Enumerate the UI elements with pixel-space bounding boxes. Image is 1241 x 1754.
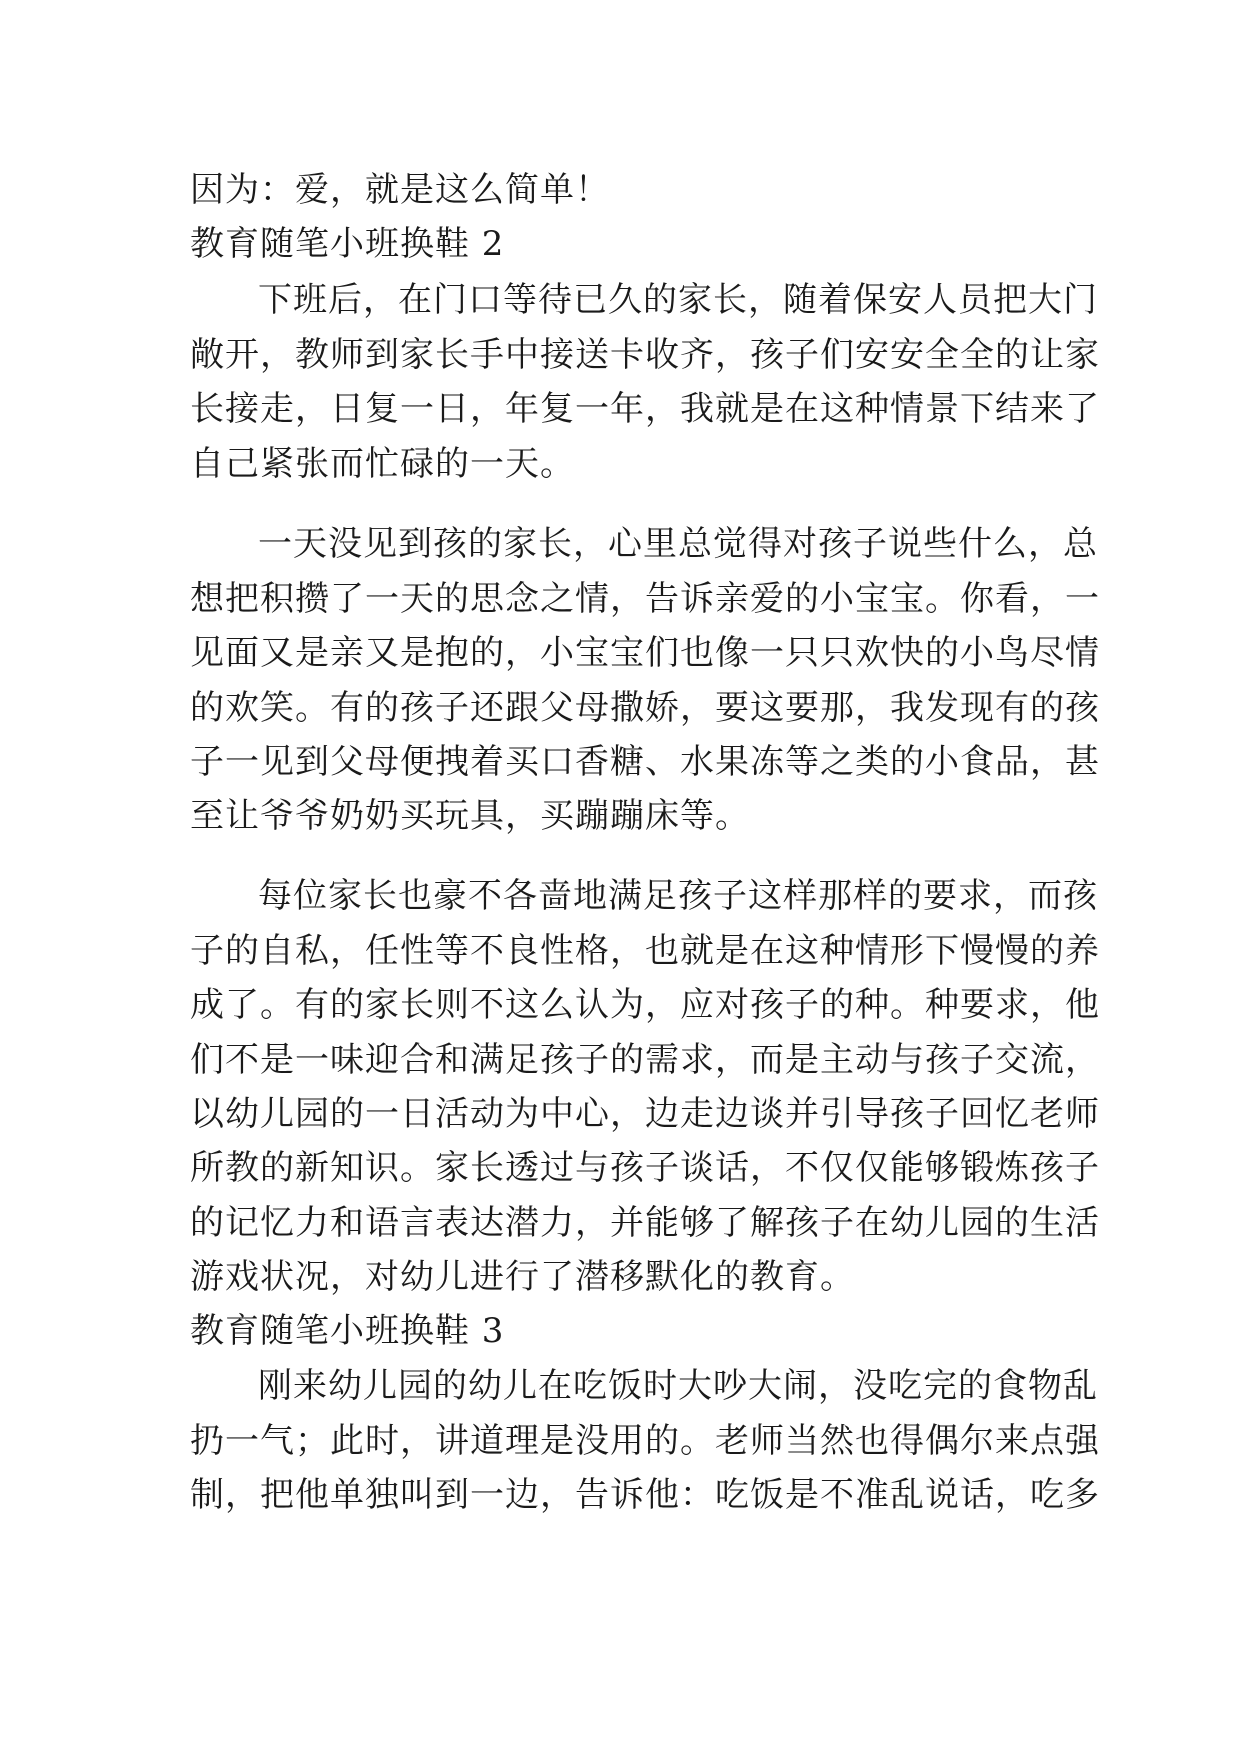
paragraph-line: 们不是一味迎合和满足孩子的需求，而是主动与孩子交流，: [190, 1040, 1100, 1080]
paragraph-line: 想把积攒了一天的思念之情，告诉亲爱的小宝宝。你看，一: [190, 579, 1100, 619]
paragraph-line: 至让爷爷奶奶买玩具，买蹦蹦床等。: [190, 796, 750, 836]
paragraph-line: 见面又是亲又是抱的，小宝宝们也像一只只欢快的小鸟尽情: [190, 633, 1100, 673]
paragraph-line: 制，把他单独叫到一边，告诉他：吃饭是不准乱说话，吃多: [190, 1475, 1100, 1515]
paragraph-line: 敞开，教师到家长手中接送卡收齐，孩子们安安全全的让家: [190, 335, 1100, 375]
paragraph-line: 长接走，日复一日，年复一年，我就是在这种情景下结来了: [190, 389, 1100, 429]
paragraph-line: 下班后，在门口等待已久的家长，随着保安人员把大门: [258, 280, 1098, 320]
section-heading-2: 教育随笔小班换鞋 2: [190, 224, 505, 264]
closing-line: 因为：爱，就是这么简单！: [190, 170, 610, 210]
paragraph-line: 以幼儿园的一日活动为中心，边走边谈并引导孩子回忆老师: [190, 1094, 1100, 1134]
paragraph-line: 的记忆力和语言表达潜力，并能够了解孩子在幼儿园的生活: [190, 1203, 1100, 1243]
section-heading-3: 教育随笔小班换鞋 3: [190, 1311, 505, 1351]
paragraph-line: 所教的新知识。家长透过与孩子谈话，不仅仅能够锻炼孩子: [190, 1148, 1100, 1188]
paragraph-line: 一天没见到孩的家长，心里总觉得对孩子说些什么，总: [258, 524, 1098, 564]
paragraph-line: 子一见到父母便拽着买口香糖、水果冻等之类的小食品，甚: [190, 742, 1100, 782]
paragraph-line: 子的自私，任性等不良性格，也就是在这种情形下慢慢的养: [190, 931, 1100, 971]
paragraph-line: 每位家长也豪不各啬地满足孩子这样那样的要求，而孩: [258, 876, 1098, 916]
paragraph-line: 成了。有的家长则不这么认为，应对孩子的种。种要求，他: [190, 985, 1100, 1025]
paragraph-line: 的欢笑。有的孩子还跟父母撒娇，要这要那，我发现有的孩: [190, 688, 1100, 728]
paragraph-line: 游戏状况，对幼儿进行了潜移默化的教育。: [190, 1257, 855, 1297]
paragraph-line: 刚来幼儿园的幼儿在吃饭时大吵大闹，没吃完的食物乱: [258, 1366, 1098, 1406]
paragraph-line: 扔一气；此时，讲道理是没用的。老师当然也得偶尔来点强: [190, 1421, 1100, 1461]
paragraph-line: 自己紧张而忙碌的一天。: [190, 444, 575, 484]
